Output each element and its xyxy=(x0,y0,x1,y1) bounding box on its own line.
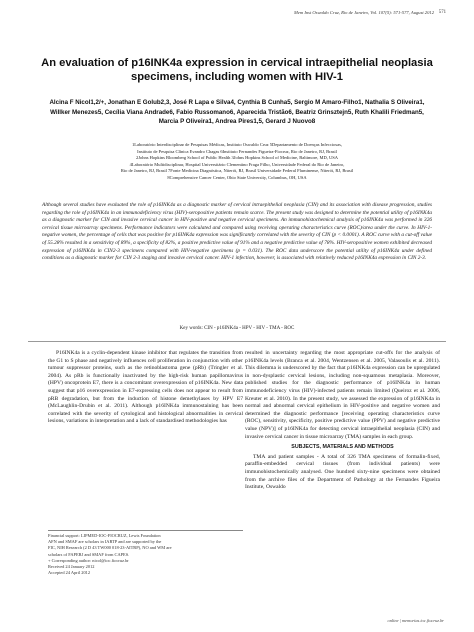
running-head: Mem Inst Oswaldo Cruz, Rio de Janeiro, Vol. 107(5): 571-577, August 2012 xyxy=(294,10,434,15)
body-column-left xyxy=(48,350,243,426)
footnote-line: scholars of FAPERJ and SMAF from CAPES. xyxy=(48,551,130,557)
affiliation-line: 2Johns Hopkins Bloomberg School of Public Health 3Johns Hopkins School of Medicine, Baltimore, MD, USA xyxy=(135,155,339,160)
footnote-line: FIC, NIH Research (2 D 43 TW000 018-23-AITRP), NO and WM are xyxy=(48,545,172,551)
abstract: Although several studies have evaluated the role of p16INK4a as a diagnostic marker of cervical intraepithelial neoplasia (CIN) and its association with disease progression, studies regarding the role of p16INK4a in an immunodeficiency virus (HIV)-seropositive patients remain scarce. The present study was designed to determine the potential utility of p16INK4a as a diagnostic marker for CIN and invasive cervical cancer in HIV-positive and negative cervical specimens. An immunohistochemical analysis of p16INK4a was performed in 326 cervical tissue microarray specimens. Performance indicators were calculated and compared using receiving operating characteristics curve (ROC)/area under the curve. In HIV-1-negative women, the percentage of cells that was positive for p16INK4a expression was significantly correlated with the severity of CIN (p < 0.0001). A ROC curve with a cut-off value of 55.28% resulted in a sensitivity of 89%, a specificity of 82%, a positive predictive value of 91% and a negative predictive value of 78%. HIV-seropositive women exhibited decreased expression of p16INK4a in CIN2-3 specimens compared with HIV-negative specimens (p = 0.031). The ROC data underscore the potential utility of p16INK4a under defined conditions as a diagnostic marker for CIN 2-3 staging and invasive cervical cancer. HIV-1 infection, however, is associated with relatively reduced p16INK4a expression in CIN 2-3. xyxy=(42,202,432,262)
paragraph: P16INK4a is a cyclin-dependent kinase inhibitor that regulates the transition from the G1 to S phase and negatively influences cell proliferation in conjunction with other tumour suppressor proteins, such as the retinoblastoma gene (pRb) (Tringler et al. 2004). As pRb is functionally inactivated by the high-risk human papillomavirus (HPV) oncoprotein E7, there is a concomitant overexpression of p16INK4a. New data suggest that p16 overexpression in E7-expressing cells does not appear to result from pRB degradation, but from the induction of histone demethylases by HPV E7 (McLaughlin-Drubin et al. 2011). Although p16INK4a immunostaining has been correlated with the severity of cytological and histological abnormalities in cervical lesions, variations in interpretation and a lack of standardised methodologies has xyxy=(48,350,243,425)
footnote-line: + Corresponding author: nicol@ioc.fiocruz.br xyxy=(48,557,129,563)
footnote-line: Accepted 24 April 2012 xyxy=(48,570,91,576)
footnote-line: AFN and SMAF are scholars in IARTP and are supported by the xyxy=(48,539,162,545)
paragraph: TMA and patient samples - A total of 326 TMA specimens of formalin-fixed, paraffin-embedded cervical tissues (from individual patients) were immunohistochemically analysed. One hundred sixty-nine specimens were obtained from the archive files of the Department of Pathology at the Fernandes Figueira Institute, Oswaldo xyxy=(245,453,440,491)
author-list: Alcina F Nicol1,2/+, Jonathan E Golub2,3, José R Lapa e Silva4, Cynthia B Cunha5, Sergio M Amaro-Filho1, Nathalia S Oliveira1, Willker Menezes5, Cecília Viana Andrade6, Fabio Russomano6, Aparecida Tristão6, Beatriz Grinsztejn5, Ruth Khalili Friedman5, Marcia P Oliveira1, Andrea Pires1,5, Gerard J Nuovo8 xyxy=(49,99,425,125)
footnote-line: Financial support: LIPMED-IOC-FIOCRUZ, Lewis Foundation xyxy=(48,533,161,538)
affiliation-line: Instituto de Pesquisa Clínica Evandro Chagas 6Instituto Fernandes Figueira-Fiocruz, Rio de Janeiro, RJ, Brasil xyxy=(137,148,337,154)
affiliation-line: 4Laboratório Multidisciplinar, Hospital Universitário Clementino Fraga Filho, Universidade Federal do Rio de Janeiro, xyxy=(129,161,345,167)
affiliations xyxy=(42,142,432,181)
section-heading: SUBJECTS, MATERIALS AND METHODS xyxy=(291,444,394,451)
affiliation-line: 8Comprehensive Cancer Center, Ohio State University, Columbus, OH, USA xyxy=(167,174,307,180)
paragraph: resulted in uncertainty regarding the most appropriate cut-offs for the analysis of p16INK4a levels (Branca et al. 2004, Wentzensen et al. 2005, Valasoulis et al. 2011). This dilemma is underscored by the fact that p16INK4a expression can be upregulated in non-dysplastic cervical lesions, including non-squamous metaplasia. Moreover, published studies for the diagnostic performance of p16INK4a in human immunodeficiency virus (HIV)-infected patients remain limited (Queiroz et al. 2006, Kreuter et al. 2010). In the present study, we assessed the expression of p16INK4a in normal and abnormal cervical epithelium in HIV-positive and negative women and determined the diagnostic performance [receiving operating characteristics curve (ROC), sensitivity, specificity, positive predictive value (PPV) and negative predictive value (NPV)] of p16INK4a for detecting cervical intraepithelial neoplasia (CIN) and invasive cervical cancer in tissue microarray (TMA) samples in each group. xyxy=(245,350,440,440)
body-column-right xyxy=(245,350,440,492)
page-number: 571 xyxy=(438,10,446,15)
footnote-line: Received 24 January 2012 xyxy=(48,564,95,570)
affiliation-line: Rio de Janeiro, RJ, Brasil 7Fonte Medicina Diagnóstica, Niterói, RJ, Brasil Universidade Federal Fluminense, Niterói, RJ, Brasil xyxy=(120,168,354,173)
section-divider xyxy=(28,341,446,342)
footnotes xyxy=(48,533,243,576)
affiliation-line: 1Laboratório Interdisciplinar de Pesquisas Médicas, Instituto Oswaldo Cruz 5Departamento de Doenças Infecciosas, xyxy=(131,142,343,147)
page-footer: online | memorias.ioc.fiocruz.br xyxy=(387,618,444,623)
footnote-divider xyxy=(48,530,243,531)
article-title: An evaluation of p16INK4a expression in cervical intraepithelial neoplasia specimens, including women with HIV-1 xyxy=(41,57,433,83)
keywords: Key words: CIN - p16INK4a - HPV - HIV - TMA - ROC xyxy=(179,326,295,331)
